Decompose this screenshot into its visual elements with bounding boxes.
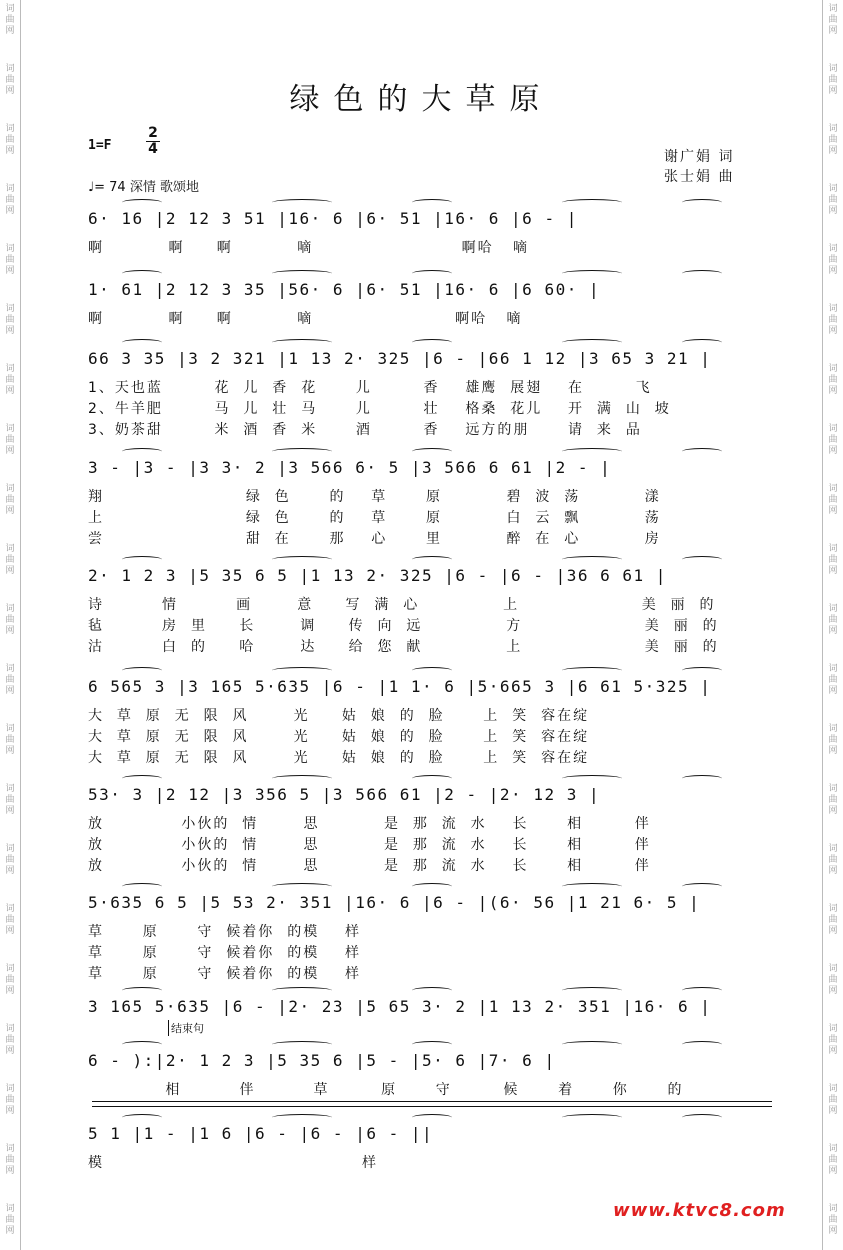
- watermark-text: 词 曲 网: [828, 784, 838, 816]
- notation-text: 3 - |3 - |3 3· 2 |3 566 6· 5 |3 566 6 61 |2 - |: [88, 458, 612, 477]
- lyric-line: 啊 啊 啊 嘀 啊哈 嘀: [88, 311, 523, 327]
- notation-row: [82, 562, 772, 590]
- watermark-text: 词 曲 网: [828, 664, 838, 696]
- end-phrase-label: 结束句: [168, 1020, 204, 1036]
- watermark-text: 词 曲 网: [5, 844, 15, 876]
- slur-mark: [272, 1041, 332, 1048]
- notation-text: 1· 61 |2 12 3 35 |56· 6 |6· 51 |16· 6 |6 60· |: [88, 280, 601, 299]
- slur-mark: [682, 556, 722, 563]
- slur-mark: [562, 883, 622, 890]
- lyric-line: 尝 甜 在 那 心 里 醉 在 心 房: [88, 531, 661, 547]
- slur-mark: [682, 883, 722, 890]
- lyric-line: 2、牛羊肥 马 儿 壮 马 儿 壮 格桑 花儿 开 满 山 坡: [88, 401, 671, 417]
- watermark-text: 词 曲 网: [828, 604, 838, 636]
- tempo-marking: ♩= 74 深情 歌颂地: [88, 180, 199, 195]
- time-sig-top: 2: [148, 125, 158, 141]
- watermark-text: 词 曲 网: [5, 1084, 15, 1116]
- lyric-line: 毡 房 里 长 调 传 向 远 方 美 丽 的: [88, 618, 719, 634]
- notation-row: [82, 781, 772, 809]
- watermark-text: 词 曲 网: [5, 124, 15, 156]
- slur-mark: [562, 1114, 622, 1121]
- separator-line: [92, 1106, 772, 1107]
- slur-mark: [562, 556, 622, 563]
- slur-mark: [412, 556, 452, 563]
- watermark-text: 词 曲 网: [828, 4, 838, 36]
- notation-text: 5 1 |1 - |1 6 |6 - |6 - |6 - ||: [88, 1124, 434, 1143]
- slur-mark: [562, 448, 622, 455]
- slur-mark: [412, 270, 452, 277]
- notation-row: [82, 205, 772, 233]
- slur-mark: [412, 339, 452, 346]
- slur-mark: [272, 775, 332, 782]
- lyric-line: 诗 情 画 意 写 满 心 上 美 丽 的: [88, 597, 716, 613]
- watermark-text: 词 曲 网: [828, 424, 838, 456]
- composer-credit: 张士娟 曲: [664, 169, 735, 185]
- notation-row: [82, 454, 772, 482]
- slur-mark: [412, 1041, 452, 1048]
- song-title: 绿色的大草原: [289, 82, 554, 117]
- notation-row: [82, 993, 772, 1021]
- slur-mark: [122, 987, 162, 994]
- watermark-text: 词 曲 网: [5, 364, 15, 396]
- slur-mark: [122, 775, 162, 782]
- watermark-text: 词 曲 网: [5, 184, 15, 216]
- notation-row: [82, 276, 772, 304]
- lyric-line: 大 草 原 无 限 风 光 姑 娘 的 脸 上 笑 容在绽: [88, 729, 590, 745]
- lyric-line: 草 原 守 候着你 的模 样: [88, 966, 362, 982]
- notation-row: [82, 345, 772, 373]
- slur-mark: [122, 667, 162, 674]
- slur-mark: [562, 199, 622, 206]
- notation-row: [82, 889, 772, 917]
- slur-mark: [682, 339, 722, 346]
- lyric-line: 啊 啊 啊 嘀 啊哈 嘀: [88, 240, 529, 256]
- slur-mark: [412, 448, 452, 455]
- notation-text: 53· 3 |2 12 |3 356 5 |3 566 61 |2 - |2· 12 3 |: [88, 785, 601, 804]
- slur-mark: [562, 987, 622, 994]
- lyric-line: 沽 白 的 哈 达 给 您 献 上 美 丽 的: [88, 639, 719, 655]
- watermark-text: 词 曲 网: [5, 1024, 15, 1056]
- lyric-line: 大 草 原 无 限 风 光 姑 娘 的 脸 上 笑 容在绽: [88, 708, 590, 724]
- slur-mark: [272, 270, 332, 277]
- watermark-text: 词 曲 网: [828, 1204, 838, 1236]
- watermark-text: 词 曲 网: [5, 4, 15, 36]
- slur-mark: [682, 1114, 722, 1121]
- slur-mark: [272, 556, 332, 563]
- watermark-text: 词 曲 网: [828, 724, 838, 756]
- lyric-line: 大 草 原 无 限 风 光 姑 娘 的 脸 上 笑 容在绽: [88, 750, 590, 766]
- watermark-text: 词 曲 网: [5, 964, 15, 996]
- watermark-text: 词 曲 网: [828, 1144, 838, 1176]
- notation-text: 6 - ):|2· 1 2 3 |5 35 6 |5 - |5· 6 |7· 6 |: [88, 1051, 556, 1070]
- watermark-text: 词 曲 网: [828, 64, 838, 96]
- slur-mark: [122, 199, 162, 206]
- lyric-line: 放 小伙的 情 思 是 那 流 水 长 相 伴: [88, 858, 651, 874]
- notation-row: [82, 673, 772, 701]
- slur-mark: [562, 1041, 622, 1048]
- slur-mark: [412, 667, 452, 674]
- slur-mark: [272, 199, 332, 206]
- slur-mark: [122, 270, 162, 277]
- slur-mark: [682, 1041, 722, 1048]
- lyric-line: 相 伴 草 原 守 候 着 你 的: [88, 1082, 684, 1098]
- slur-mark: [412, 775, 452, 782]
- watermark-text: 词 曲 网: [5, 784, 15, 816]
- notation-text: 2· 1 2 3 |5 35 6 5 |1 13 2· 325 |6 - |6 - |36 6 61 |: [88, 566, 667, 585]
- lyric-line: 1、天也蓝 花 儿 香 花 儿 香 雄鹰 展翅 在 飞: [88, 380, 652, 396]
- watermark-text: 词 曲 网: [5, 424, 15, 456]
- slur-mark: [562, 270, 622, 277]
- slur-mark: [412, 987, 452, 994]
- slur-mark: [412, 883, 452, 890]
- slur-mark: [562, 775, 622, 782]
- slur-mark: [272, 448, 332, 455]
- watermark-text: 词 曲 网: [5, 664, 15, 696]
- watermark-text: 词 曲 网: [828, 244, 838, 276]
- slur-mark: [412, 199, 452, 206]
- slur-mark: [562, 339, 622, 346]
- slur-mark: [122, 339, 162, 346]
- watermark-text: 词 曲 网: [828, 1084, 838, 1116]
- notation-text: 6· 16 |2 12 3 51 |16· 6 |6· 51 |16· 6 |6 - |: [88, 209, 578, 228]
- watermark-text: 词 曲 网: [5, 1144, 15, 1176]
- slur-mark: [122, 883, 162, 890]
- lyric-line: 放 小伙的 情 思 是 那 流 水 长 相 伴: [88, 816, 651, 832]
- slur-mark: [682, 448, 722, 455]
- notation-row: [82, 1120, 772, 1148]
- watermark-text: 词 曲 网: [828, 484, 838, 516]
- separator-line: [92, 1101, 772, 1102]
- watermark-text: 词 曲 网: [5, 604, 15, 636]
- watermark-text: 词 曲 网: [5, 64, 15, 96]
- notation-text: 66 3 35 |3 2 321 |1 13 2· 325 |6 - |66 1 12 |3 65 3 21 |: [88, 349, 712, 368]
- notation-text: 5·635 6 5 |5 53 2· 351 |16· 6 |6 - |(6· 56 |1 21 6· 5 |: [88, 893, 701, 912]
- watermark-text: 词 曲 网: [828, 124, 838, 156]
- site-logo[interactable]: www.ktvc8.com: [613, 1200, 786, 1221]
- slur-mark: [272, 1114, 332, 1121]
- watermark-text: 词 曲 网: [5, 1204, 15, 1236]
- slur-mark: [412, 1114, 452, 1121]
- slur-mark: [122, 1114, 162, 1121]
- lyric-line: 草 原 守 候着你 的模 样: [88, 924, 362, 940]
- slur-mark: [682, 775, 722, 782]
- lyric-line: 3、奶茶甜 米 酒 香 米 酒 香 远方的朋 请 来 品: [88, 422, 642, 438]
- notation-text: 3 165 5·635 |6 - |2· 23 |5 65 3· 2 |1 13 2· 351 |16· 6 |: [88, 997, 712, 1016]
- watermark-text: 词 曲 网: [828, 184, 838, 216]
- lyric-line: 模 样: [88, 1155, 379, 1171]
- notation-row: [82, 1047, 772, 1075]
- slur-mark: [122, 1041, 162, 1048]
- time-sig-bottom: 4: [148, 141, 158, 157]
- slur-mark: [272, 883, 332, 890]
- slur-mark: [272, 667, 332, 674]
- slur-mark: [682, 270, 722, 277]
- watermark-text: 词 曲 网: [5, 244, 15, 276]
- lyricist-credit: 谢广娟 词: [664, 149, 735, 165]
- watermark-text: 词 曲 网: [5, 724, 15, 756]
- watermark-text: 词 曲 网: [828, 904, 838, 936]
- slur-mark: [682, 199, 722, 206]
- slur-mark: [682, 987, 722, 994]
- watermark-text: 词 曲 网: [828, 844, 838, 876]
- watermark-text: 词 曲 网: [828, 544, 838, 576]
- slur-mark: [122, 556, 162, 563]
- watermark-text: 词 曲 网: [828, 304, 838, 336]
- slur-mark: [272, 987, 332, 994]
- watermark-text: 词 曲 网: [828, 364, 838, 396]
- lyric-line: 草 原 守 候着你 的模 样: [88, 945, 362, 961]
- key-signature: 1=F: [88, 138, 112, 153]
- lyric-line: 放 小伙的 情 思 是 那 流 水 长 相 伴: [88, 837, 651, 853]
- watermark-text: 词 曲 网: [5, 904, 15, 936]
- watermark-text: 词 曲 网: [5, 484, 15, 516]
- watermark-text: 词 曲 网: [5, 544, 15, 576]
- watermark-text: 词 曲 网: [5, 304, 15, 336]
- time-signature: [146, 126, 160, 157]
- lyric-line: 上 绿 色 的 草 原 白 云 飘 荡: [88, 510, 661, 526]
- slur-mark: [122, 448, 162, 455]
- watermark-text: 词 曲 网: [828, 964, 838, 996]
- notation-text: 6 565 3 |3 165 5·635 |6 - |1 1· 6 |5·665 3 |6 61 5·325 |: [88, 677, 712, 696]
- lyric-line: 翔 绿 色 的 草 原 碧 波 荡 漾: [88, 489, 661, 505]
- slur-mark: [562, 667, 622, 674]
- slur-mark: [272, 339, 332, 346]
- watermark-text: 词 曲 网: [828, 1024, 838, 1056]
- slur-mark: [682, 667, 722, 674]
